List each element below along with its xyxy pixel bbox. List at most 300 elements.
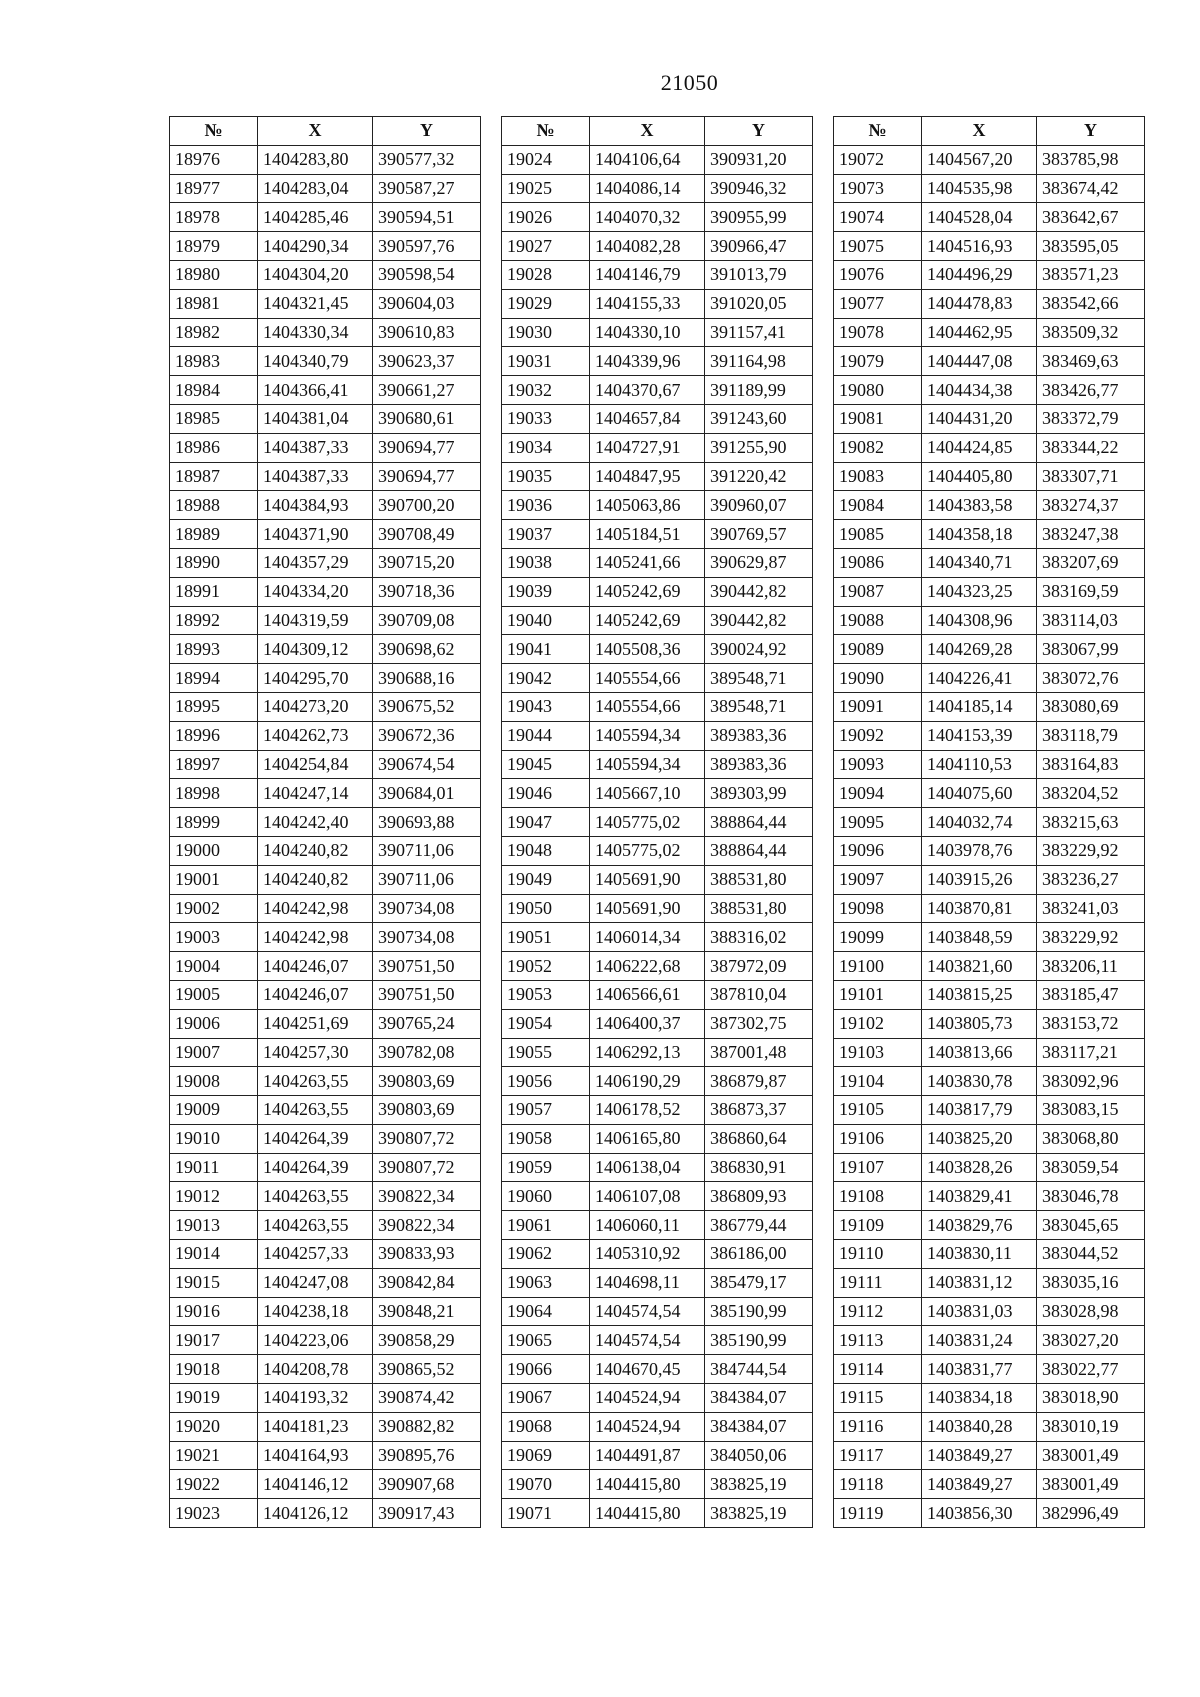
cell-y: 390807,72 — [373, 1124, 481, 1153]
cell-y: 390680,61 — [373, 404, 481, 433]
cell-number: 19005 — [170, 980, 258, 1009]
cell-number: 19093 — [834, 750, 922, 779]
cell-x: 1406107,08 — [590, 1182, 705, 1211]
header-y: Y — [705, 117, 813, 146]
cell-number: 19060 — [502, 1182, 590, 1211]
cell-x: 1404415,80 — [590, 1499, 705, 1528]
cell-x: 1404075,60 — [922, 779, 1037, 808]
cell-x: 1404164,93 — [258, 1441, 373, 1470]
table-row — [502, 692, 813, 721]
cell-y: 383018,90 — [1037, 1384, 1145, 1413]
cell-y: 383153,72 — [1037, 1009, 1145, 1038]
cell-y: 383010,19 — [1037, 1412, 1145, 1441]
cell-y: 390711,06 — [373, 865, 481, 894]
cell-y: 390594,51 — [373, 203, 481, 232]
cell-y: 383080,69 — [1037, 692, 1145, 721]
cell-x: 1404257,33 — [258, 1240, 373, 1269]
cell-y: 390865,52 — [373, 1355, 481, 1384]
cell-x: 1404242,98 — [258, 894, 373, 923]
cell-number: 19064 — [502, 1297, 590, 1326]
cell-number: 19046 — [502, 779, 590, 808]
cell-number: 19113 — [834, 1326, 922, 1355]
cell-number: 19063 — [502, 1268, 590, 1297]
table-row — [502, 1067, 813, 1096]
cell-x: 1404032,74 — [922, 808, 1037, 837]
cell-x: 1404304,20 — [258, 260, 373, 289]
cell-y: 390734,08 — [373, 894, 481, 923]
table-row — [170, 1384, 481, 1413]
table-row — [170, 289, 481, 318]
cell-y: 386779,44 — [705, 1211, 813, 1240]
table-row — [502, 232, 813, 261]
cell-number: 19105 — [834, 1096, 922, 1125]
table-row — [834, 635, 1145, 664]
cell-y: 383059,54 — [1037, 1153, 1145, 1182]
cell-x: 1406138,04 — [590, 1153, 705, 1182]
table-row — [834, 260, 1145, 289]
cell-y: 390769,57 — [705, 520, 813, 549]
cell-x: 1403848,59 — [922, 923, 1037, 952]
cell-y: 390833,93 — [373, 1240, 481, 1269]
cell-x: 1403840,28 — [922, 1412, 1037, 1441]
table-row — [170, 1038, 481, 1067]
table-row — [834, 376, 1145, 405]
table-row — [170, 145, 481, 174]
cell-number: 19027 — [502, 232, 590, 261]
cell-x: 1404146,12 — [258, 1470, 373, 1499]
cell-number: 19097 — [834, 865, 922, 894]
cell-x: 1404491,87 — [590, 1441, 705, 1470]
table-row — [834, 664, 1145, 693]
table-row — [834, 1211, 1145, 1240]
cell-number: 19117 — [834, 1441, 922, 1470]
cell-y: 384744,54 — [705, 1355, 813, 1384]
cell-y: 386186,00 — [705, 1240, 813, 1269]
cell-y: 383035,16 — [1037, 1268, 1145, 1297]
table-row — [834, 952, 1145, 981]
cell-number: 19040 — [502, 606, 590, 635]
cell-x: 1404264,39 — [258, 1124, 373, 1153]
cell-y: 390955,99 — [705, 203, 813, 232]
cell-y: 390907,68 — [373, 1470, 481, 1499]
cell-number: 19021 — [170, 1441, 258, 1470]
cell-number: 18985 — [170, 404, 258, 433]
cell-x: 1404308,96 — [922, 606, 1037, 635]
cell-y: 391243,60 — [705, 404, 813, 433]
cell-number: 18988 — [170, 491, 258, 520]
table-row — [834, 923, 1145, 952]
cell-x: 1404070,32 — [590, 203, 705, 232]
cell-x: 1404424,85 — [922, 433, 1037, 462]
cell-y: 383045,65 — [1037, 1211, 1145, 1240]
cell-y: 390623,37 — [373, 347, 481, 376]
cell-number: 19076 — [834, 260, 922, 289]
table-row — [834, 1038, 1145, 1067]
table-row — [834, 462, 1145, 491]
cell-x: 1405242,69 — [590, 606, 705, 635]
cell-y: 391189,99 — [705, 376, 813, 405]
table-row — [502, 433, 813, 462]
table-row — [170, 1067, 481, 1096]
cell-x: 1404269,28 — [922, 635, 1037, 664]
cell-number: 19012 — [170, 1182, 258, 1211]
table-row — [502, 606, 813, 635]
cell-y: 383469,63 — [1037, 347, 1145, 376]
cell-x: 1404247,14 — [258, 779, 373, 808]
cell-y: 390751,50 — [373, 952, 481, 981]
cell-y: 389383,36 — [705, 750, 813, 779]
cell-x: 1406014,34 — [590, 923, 705, 952]
cell-number: 19049 — [502, 865, 590, 894]
cell-x: 1404657,84 — [590, 404, 705, 433]
cell-number: 19069 — [502, 1441, 590, 1470]
cell-y: 390442,82 — [705, 606, 813, 635]
table-row — [502, 1470, 813, 1499]
cell-y: 386879,87 — [705, 1067, 813, 1096]
cell-x: 1404309,12 — [258, 635, 373, 664]
cell-x: 1405554,66 — [590, 664, 705, 693]
cell-number: 19032 — [502, 376, 590, 405]
table-row — [502, 1384, 813, 1413]
table-row — [170, 750, 481, 779]
cell-x: 1404185,14 — [922, 692, 1037, 721]
table-row — [502, 1038, 813, 1067]
cell-number: 19017 — [170, 1326, 258, 1355]
table-row — [502, 289, 813, 318]
cell-number: 19110 — [834, 1240, 922, 1269]
cell-number: 19112 — [834, 1297, 922, 1326]
cell-y: 383001,49 — [1037, 1470, 1145, 1499]
table-row — [834, 692, 1145, 721]
cell-number: 19084 — [834, 491, 922, 520]
cell-x: 1404226,41 — [922, 664, 1037, 693]
table-row — [170, 577, 481, 606]
cell-y: 383022,77 — [1037, 1355, 1145, 1384]
cell-y: 388316,02 — [705, 923, 813, 952]
cell-y: 383825,19 — [705, 1499, 813, 1528]
cell-x: 1403830,11 — [922, 1240, 1037, 1269]
table-row — [170, 232, 481, 261]
cell-x: 1403805,73 — [922, 1009, 1037, 1038]
table-row — [502, 462, 813, 491]
cell-x: 1405594,34 — [590, 721, 705, 750]
table-row — [170, 664, 481, 693]
cell-y: 391220,42 — [705, 462, 813, 491]
cell-number: 19074 — [834, 203, 922, 232]
cell-y: 387972,09 — [705, 952, 813, 981]
cell-y: 387001,48 — [705, 1038, 813, 1067]
cell-x: 1404208,78 — [258, 1355, 373, 1384]
cell-y: 390917,43 — [373, 1499, 481, 1528]
cell-y: 383169,59 — [1037, 577, 1145, 606]
cell-y: 390577,32 — [373, 145, 481, 174]
cell-y: 390807,72 — [373, 1153, 481, 1182]
page-number: 21050 — [660, 70, 719, 95]
table-row — [170, 548, 481, 577]
table-row — [170, 1182, 481, 1211]
cell-y: 390661,27 — [373, 376, 481, 405]
cell-y: 383204,52 — [1037, 779, 1145, 808]
cell-number: 19065 — [502, 1326, 590, 1355]
cell-number: 19031 — [502, 347, 590, 376]
table-row — [834, 779, 1145, 808]
cell-number: 19072 — [834, 145, 922, 174]
cell-x: 1403831,03 — [922, 1297, 1037, 1326]
cell-y: 389548,71 — [705, 664, 813, 693]
cell-x: 1403829,76 — [922, 1211, 1037, 1240]
cell-y: 387302,75 — [705, 1009, 813, 1038]
cell-y: 391013,79 — [705, 260, 813, 289]
table-row — [502, 145, 813, 174]
cell-number: 18995 — [170, 692, 258, 721]
cell-y: 389548,71 — [705, 692, 813, 721]
cell-x: 1404340,71 — [922, 548, 1037, 577]
cell-number: 19070 — [502, 1470, 590, 1499]
cell-number: 18981 — [170, 289, 258, 318]
cell-y: 383785,98 — [1037, 145, 1145, 174]
cell-x: 1404384,93 — [258, 491, 373, 520]
cell-number: 18982 — [170, 318, 258, 347]
table-row — [834, 174, 1145, 203]
cell-number: 19067 — [502, 1384, 590, 1413]
table-row — [170, 980, 481, 1009]
table-row — [170, 174, 481, 203]
cell-number: 19023 — [170, 1499, 258, 1528]
cell-x: 1405691,90 — [590, 894, 705, 923]
cell-y: 390675,52 — [373, 692, 481, 721]
cell-x: 1404251,69 — [258, 1009, 373, 1038]
cell-x: 1406178,52 — [590, 1096, 705, 1125]
table-row — [502, 203, 813, 232]
table-row — [502, 836, 813, 865]
table-row — [502, 1182, 813, 1211]
cell-number: 19053 — [502, 980, 590, 1009]
cell-x: 1405063,86 — [590, 491, 705, 520]
cell-number: 18996 — [170, 721, 258, 750]
header-x: X — [922, 117, 1037, 146]
cell-y: 390674,54 — [373, 750, 481, 779]
table-row — [834, 1096, 1145, 1125]
table-row — [502, 1441, 813, 1470]
table-row — [502, 376, 813, 405]
cell-x: 1404330,34 — [258, 318, 373, 347]
cell-x: 1404262,73 — [258, 721, 373, 750]
cell-number: 19052 — [502, 952, 590, 981]
cell-number: 19109 — [834, 1211, 922, 1240]
cell-y: 390698,62 — [373, 635, 481, 664]
cell-x: 1403830,78 — [922, 1067, 1037, 1096]
table-row — [170, 1268, 481, 1297]
table-row — [502, 577, 813, 606]
cell-number: 19035 — [502, 462, 590, 491]
cell-y: 390688,16 — [373, 664, 481, 693]
cell-x: 1405775,02 — [590, 836, 705, 865]
cell-number: 19003 — [170, 923, 258, 952]
cell-number: 18998 — [170, 779, 258, 808]
cell-number: 19056 — [502, 1067, 590, 1096]
cell-x: 1404285,46 — [258, 203, 373, 232]
table-row — [502, 1153, 813, 1182]
cell-x: 1404257,30 — [258, 1038, 373, 1067]
cell-number: 19013 — [170, 1211, 258, 1240]
cell-number: 18993 — [170, 635, 258, 664]
cell-y: 383206,11 — [1037, 952, 1145, 981]
cell-x: 1404246,07 — [258, 980, 373, 1009]
cell-y: 390966,47 — [705, 232, 813, 261]
cell-y: 384384,07 — [705, 1384, 813, 1413]
cell-x: 1403856,30 — [922, 1499, 1037, 1528]
cell-x: 1406060,11 — [590, 1211, 705, 1240]
table-row — [170, 1211, 481, 1240]
cell-y: 386860,64 — [705, 1124, 813, 1153]
cell-x: 1404447,08 — [922, 347, 1037, 376]
cell-y: 383426,77 — [1037, 376, 1145, 405]
cell-x: 1404496,29 — [922, 260, 1037, 289]
table-row — [502, 635, 813, 664]
cell-x: 1403831,12 — [922, 1268, 1037, 1297]
table-row — [834, 232, 1145, 261]
cell-y: 389383,36 — [705, 721, 813, 750]
cell-number: 19029 — [502, 289, 590, 318]
cell-x: 1404264,39 — [258, 1153, 373, 1182]
cell-x: 1404273,20 — [258, 692, 373, 721]
cell-number: 19061 — [502, 1211, 590, 1240]
cell-x: 1404340,79 — [258, 347, 373, 376]
cell-y: 390715,20 — [373, 548, 481, 577]
cell-x: 1404321,45 — [258, 289, 373, 318]
cell-number: 19043 — [502, 692, 590, 721]
cell-y: 383274,37 — [1037, 491, 1145, 520]
cell-y: 383185,47 — [1037, 980, 1145, 1009]
cell-x: 1404263,55 — [258, 1211, 373, 1240]
cell-x: 1403849,27 — [922, 1441, 1037, 1470]
cell-x: 1406292,13 — [590, 1038, 705, 1067]
cell-x: 1405508,36 — [590, 635, 705, 664]
table-row — [834, 836, 1145, 865]
cell-number: 18979 — [170, 232, 258, 261]
cell-y: 383092,96 — [1037, 1067, 1145, 1096]
cell-number: 19078 — [834, 318, 922, 347]
table-row — [834, 1355, 1145, 1384]
cell-x: 1404086,14 — [590, 174, 705, 203]
cell-x: 1403815,25 — [922, 980, 1037, 1009]
cell-y: 390751,50 — [373, 980, 481, 1009]
table-row — [170, 433, 481, 462]
cell-number: 19085 — [834, 520, 922, 549]
header-x: X — [258, 117, 373, 146]
table-row — [170, 1153, 481, 1182]
cell-x: 1404366,41 — [258, 376, 373, 405]
cell-number: 19024 — [502, 145, 590, 174]
cell-number: 18977 — [170, 174, 258, 203]
cell-number: 19030 — [502, 318, 590, 347]
table-row — [170, 1009, 481, 1038]
cell-y: 386809,93 — [705, 1182, 813, 1211]
header-y: Y — [373, 117, 481, 146]
cell-x: 1405554,66 — [590, 692, 705, 721]
cell-y: 385479,17 — [705, 1268, 813, 1297]
cell-x: 1404387,33 — [258, 433, 373, 462]
cell-y: 383044,52 — [1037, 1240, 1145, 1269]
table-row — [502, 894, 813, 923]
cell-number: 19073 — [834, 174, 922, 203]
cell-number: 19057 — [502, 1096, 590, 1125]
cell-x: 1403829,41 — [922, 1182, 1037, 1211]
cell-y: 390672,36 — [373, 721, 481, 750]
cell-number: 19106 — [834, 1124, 922, 1153]
cell-y: 390848,21 — [373, 1297, 481, 1326]
cell-y: 391157,41 — [705, 318, 813, 347]
cell-y: 390842,84 — [373, 1268, 481, 1297]
cell-y: 383372,79 — [1037, 404, 1145, 433]
cell-x: 1404153,39 — [922, 721, 1037, 750]
table-row — [170, 1441, 481, 1470]
cell-number: 18983 — [170, 347, 258, 376]
table-row — [170, 376, 481, 405]
cell-x: 1403817,79 — [922, 1096, 1037, 1125]
table-row — [834, 606, 1145, 635]
cell-y: 383068,80 — [1037, 1124, 1145, 1153]
cell-y: 386873,37 — [705, 1096, 813, 1125]
cell-number: 19107 — [834, 1153, 922, 1182]
cell-number: 19050 — [502, 894, 590, 923]
cell-x: 1404387,33 — [258, 462, 373, 491]
table-row — [170, 606, 481, 635]
table-row — [834, 1412, 1145, 1441]
cell-number: 19115 — [834, 1384, 922, 1413]
cell-number: 19010 — [170, 1124, 258, 1153]
cell-y: 383236,27 — [1037, 865, 1145, 894]
table-row — [170, 1297, 481, 1326]
cell-y: 383114,03 — [1037, 606, 1145, 635]
cell-x: 1403821,60 — [922, 952, 1037, 981]
cell-y: 390694,77 — [373, 433, 481, 462]
cell-x: 1404223,06 — [258, 1326, 373, 1355]
table-row — [502, 404, 813, 433]
table-row — [834, 145, 1145, 174]
cell-y: 390858,29 — [373, 1326, 481, 1355]
cell-x: 1404319,59 — [258, 606, 373, 635]
table-row — [170, 692, 481, 721]
cell-number: 19045 — [502, 750, 590, 779]
cell-y: 384050,06 — [705, 1441, 813, 1470]
cell-x: 1405242,69 — [590, 577, 705, 606]
cell-x: 1404574,54 — [590, 1297, 705, 1326]
cell-number: 19014 — [170, 1240, 258, 1269]
cell-y: 390708,49 — [373, 520, 481, 549]
cell-number: 19022 — [170, 1470, 258, 1499]
header-number: № — [834, 117, 922, 146]
header-number: № — [170, 117, 258, 146]
cell-x: 1404240,82 — [258, 865, 373, 894]
table-row — [502, 865, 813, 894]
table-row — [502, 952, 813, 981]
cell-x: 1405775,02 — [590, 808, 705, 837]
cell-number: 19082 — [834, 433, 922, 462]
cell-y: 390604,03 — [373, 289, 481, 318]
cell-x: 1405667,10 — [590, 779, 705, 808]
table-row — [170, 808, 481, 837]
table-row — [170, 721, 481, 750]
cell-y: 383825,19 — [705, 1470, 813, 1499]
table-row — [170, 836, 481, 865]
cell-x: 1404106,64 — [590, 145, 705, 174]
cell-y: 383117,21 — [1037, 1038, 1145, 1067]
table-row — [170, 318, 481, 347]
table-row — [502, 174, 813, 203]
cell-number: 19028 — [502, 260, 590, 289]
cell-x: 1404339,96 — [590, 347, 705, 376]
